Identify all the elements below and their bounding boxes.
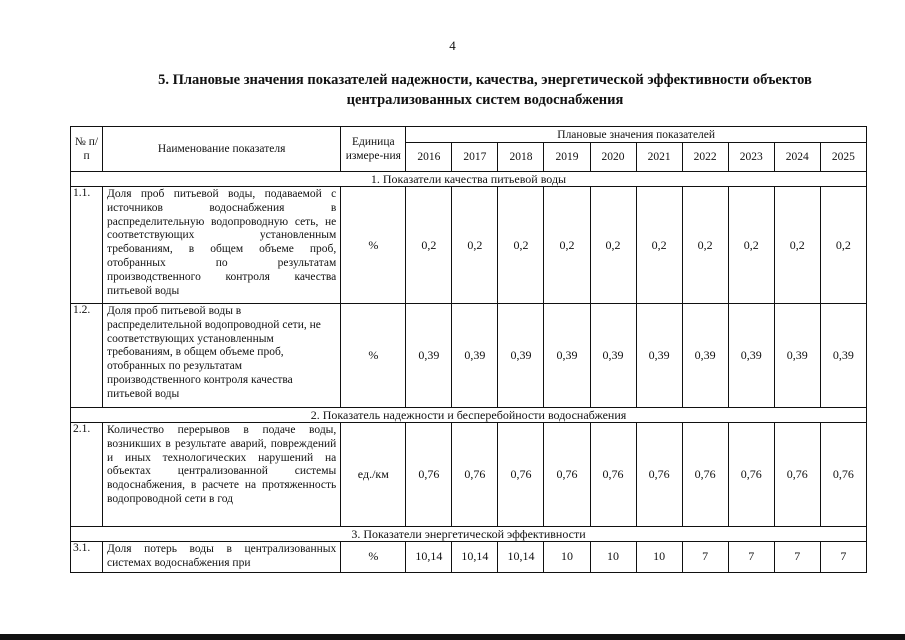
row-name: Доля проб питьевой воды в распределительной водопроводной сети, не соответствующих установленным требованиям, в общем объеме проб, отобранных по результатам производственного контроля качества питьевой воды xyxy=(103,304,341,408)
row-value: 0,76 xyxy=(590,423,636,527)
row-unit: % xyxy=(341,187,406,304)
row-value: 0,76 xyxy=(682,423,728,527)
row-value: 0,39 xyxy=(452,304,498,408)
row-value: 7 xyxy=(682,542,728,573)
header-year: 2018 xyxy=(498,143,544,172)
header-year: 2020 xyxy=(590,143,636,172)
row-value: 0,2 xyxy=(498,187,544,304)
row-value: 10 xyxy=(636,542,682,573)
row-value: 0,39 xyxy=(498,304,544,408)
row-unit: ед./км xyxy=(341,423,406,527)
title-line-1: 5. Плановые значения показателей надежности, качества, энергетической эффективности объектов xyxy=(158,72,812,88)
row-name: Количество перерывов в подаче воды, возникших в результате аварий, повреждений и иных технологических нарушений на объектах централизованной системы водоснабжения, в расчете на протяженность водопроводной сети в год xyxy=(103,423,341,527)
row-value: 0,2 xyxy=(682,187,728,304)
section-title: 2. Показатель надежности и бесперебойности водоснабжения xyxy=(71,408,867,423)
header-year: 2025 xyxy=(820,143,866,172)
header-num: № п/п xyxy=(71,127,103,172)
table-row xyxy=(71,542,867,573)
row-value: 0,76 xyxy=(544,423,590,527)
row-value: 0,2 xyxy=(728,187,774,304)
table-row xyxy=(71,187,867,304)
header-unit: Единица измере-ния xyxy=(341,127,406,172)
row-value: 0,39 xyxy=(406,304,452,408)
row-value: 7 xyxy=(728,542,774,573)
row-num: 1.2. xyxy=(71,304,103,408)
row-name: Доля проб питьевой воды, подаваемой с источников водоснабжения в распределительную водопроводную сеть, не соответствующих установленным требованиям, в общем объеме проб, отобранных по результатам производственного контроля качества питьевой воды xyxy=(103,187,341,304)
row-value: 0,2 xyxy=(636,187,682,304)
row-value: 0,39 xyxy=(820,304,866,408)
title-line-2: централизованных систем водоснабжения xyxy=(346,92,624,108)
row-value: 0,39 xyxy=(728,304,774,408)
section-title: 1. Показатели качества питьевой воды xyxy=(71,172,867,187)
row-value: 10,14 xyxy=(406,542,452,573)
indicators-table xyxy=(70,126,867,573)
section-title: 3. Показатели энергетической эффективности xyxy=(71,527,867,542)
row-value: 0,76 xyxy=(498,423,544,527)
row-value: 0,76 xyxy=(728,423,774,527)
row-num: 1.1. xyxy=(71,187,103,304)
row-value: 10 xyxy=(544,542,590,573)
row-num: 2.1. xyxy=(71,423,103,527)
table-row xyxy=(71,304,867,408)
row-value: 0,2 xyxy=(406,187,452,304)
header-plan: Плановые значения показателей xyxy=(406,127,867,143)
row-value: 0,76 xyxy=(774,423,820,527)
table-row xyxy=(71,423,867,527)
page-title xyxy=(100,70,870,110)
row-value: 0,76 xyxy=(452,423,498,527)
header-year: 2022 xyxy=(682,143,728,172)
row-value: 0,76 xyxy=(406,423,452,527)
row-value: 7 xyxy=(820,542,866,573)
row-value: 0,39 xyxy=(774,304,820,408)
row-value: 0,2 xyxy=(544,187,590,304)
header-year: 2024 xyxy=(774,143,820,172)
row-value: 0,39 xyxy=(590,304,636,408)
row-unit: % xyxy=(341,304,406,408)
row-unit: % xyxy=(341,542,406,573)
row-value: 7 xyxy=(774,542,820,573)
row-value: 0,76 xyxy=(820,423,866,527)
row-value: 0,2 xyxy=(820,187,866,304)
header-year: 2019 xyxy=(544,143,590,172)
header-year: 2021 xyxy=(636,143,682,172)
row-value: 0,2 xyxy=(590,187,636,304)
row-name: Доля потерь воды в централизованных системах водоснабжения при xyxy=(103,542,341,573)
row-value: 0,76 xyxy=(636,423,682,527)
header-name: Наименование показателя xyxy=(103,127,341,172)
row-value: 0,39 xyxy=(636,304,682,408)
row-value: 10,14 xyxy=(498,542,544,573)
row-value: 10 xyxy=(590,542,636,573)
row-value: 0,39 xyxy=(544,304,590,408)
row-num: 3.1. xyxy=(71,542,103,573)
header-year: 2017 xyxy=(452,143,498,172)
header-year: 2016 xyxy=(406,143,452,172)
header-year: 2023 xyxy=(728,143,774,172)
row-value: 0,2 xyxy=(774,187,820,304)
scan-bottom-edge xyxy=(0,634,905,640)
row-value: 0,2 xyxy=(452,187,498,304)
row-value: 0,39 xyxy=(682,304,728,408)
row-value: 10,14 xyxy=(452,542,498,573)
page-number: 4 xyxy=(449,38,456,53)
